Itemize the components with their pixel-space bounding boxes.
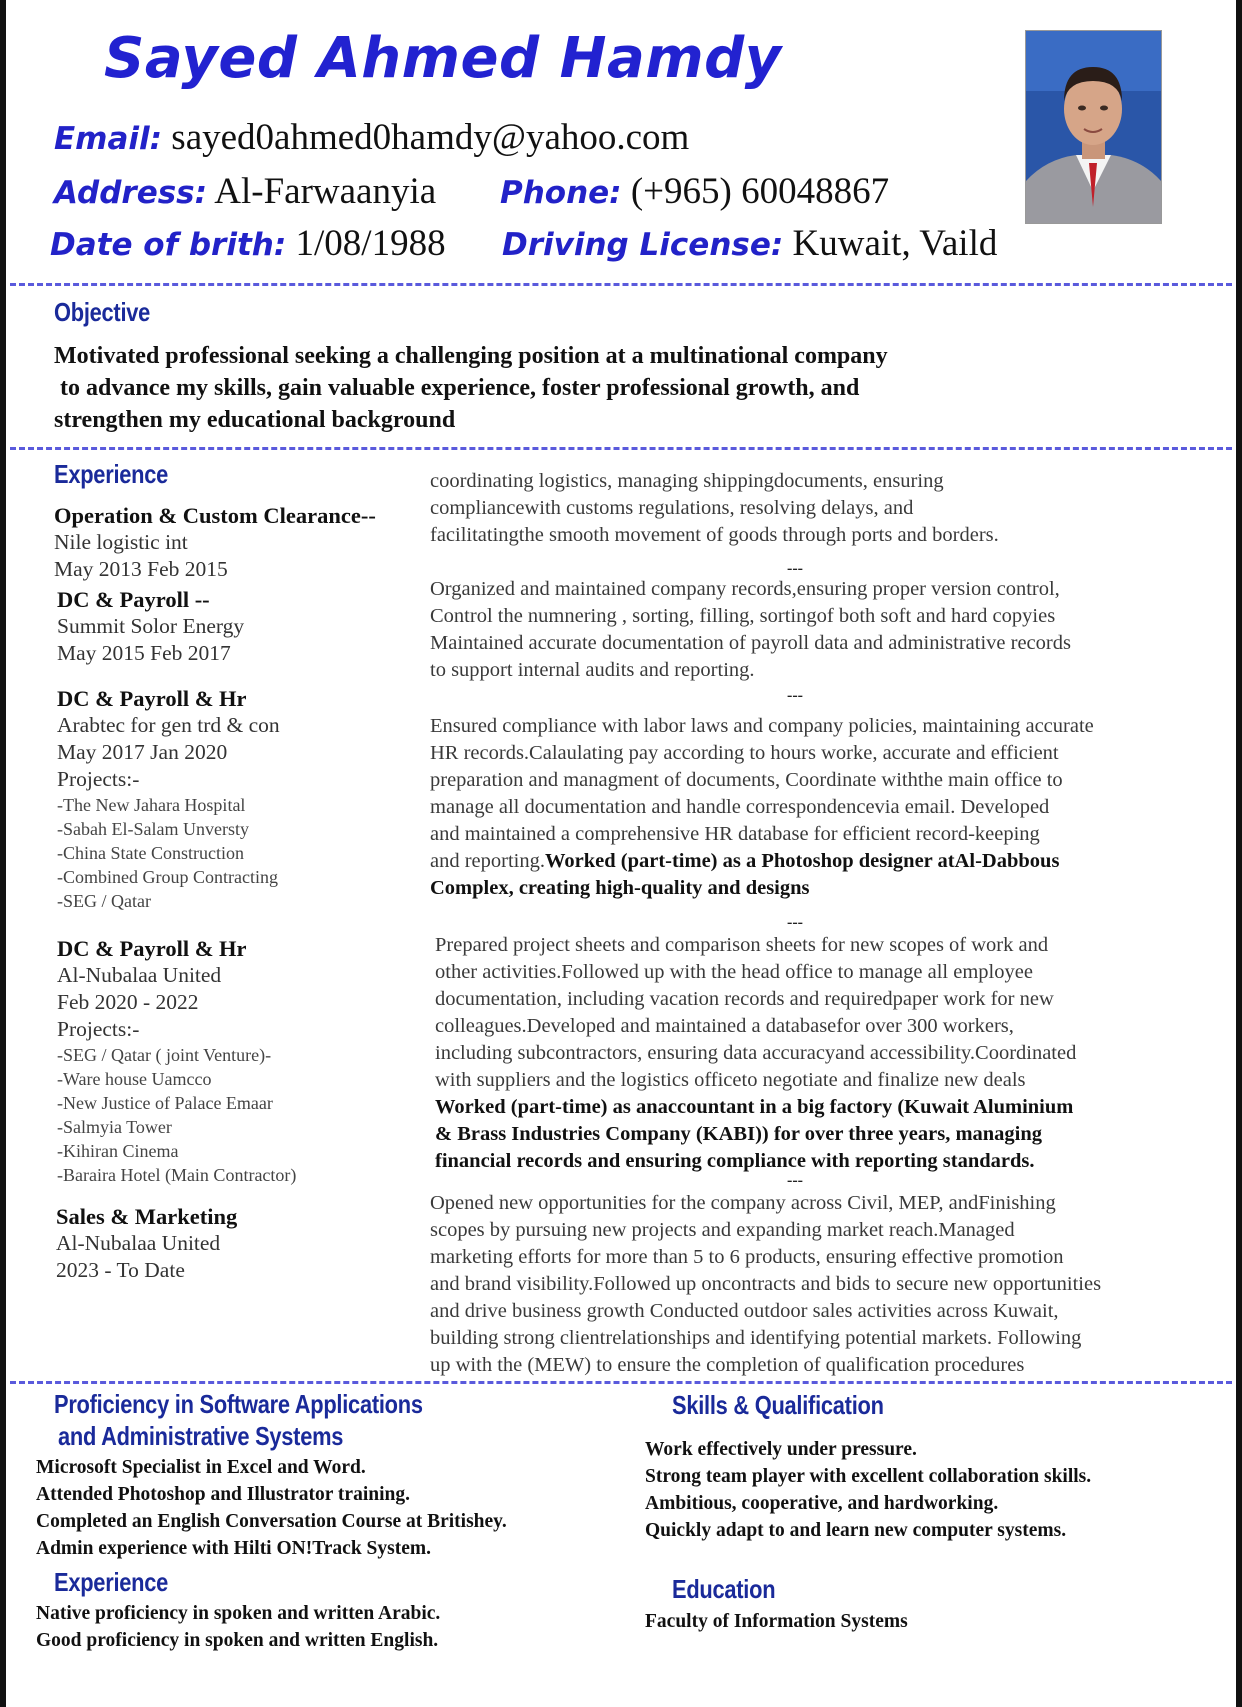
description-bold: financial records and ensuring compliance with reporting standards. xyxy=(435,1150,1035,1172)
description-line xyxy=(435,1148,1215,1175)
separator: --- xyxy=(787,560,803,577)
software-item: Microsoft Specialist in Excel and Word. xyxy=(36,1457,366,1478)
objective-text xyxy=(54,340,1064,436)
experience-heading: Experience xyxy=(54,459,169,489)
separator: --- xyxy=(787,687,803,704)
project-item: -Baraira Hotel (Main Contractor) xyxy=(57,1165,297,1185)
job-dates: May 2017 Jan 2020 xyxy=(57,740,228,764)
email-value: sayed0ahmed0hamdy@yahoo.com xyxy=(171,117,690,158)
software-item: Completed an English Conversation Course at Britishey. xyxy=(36,1511,507,1532)
description-bold: & Brass Industries Company (KABI)) for over three years, managing xyxy=(435,1123,1043,1145)
objective-line: Motivated professional seeking a challenging position at a multinational company xyxy=(54,343,888,369)
description-line: Opened new opportunities for the company across Civil, MEP, andFinishing xyxy=(430,1192,1056,1214)
skill-item: Ambitious, cooperative, and hardworking. xyxy=(645,1493,999,1514)
job-company: Nile logistic int xyxy=(54,530,188,554)
description-line: marketing efforts for more than 5 to 6 products, ensuring effective promotion xyxy=(430,1246,1064,1268)
description-line: building strong clientrelationships and identifying potential markets. Following xyxy=(430,1327,1082,1349)
language-item: Good proficiency in spoken and written English. xyxy=(36,1630,439,1651)
skills-list xyxy=(645,1436,1091,1544)
project-item: -Combined Group Contracting xyxy=(57,867,278,887)
job-description xyxy=(430,713,1210,902)
education-heading: Education xyxy=(672,1574,776,1604)
description-line xyxy=(435,1121,1215,1148)
job-dates: May 2015 Feb 2017 xyxy=(57,641,231,665)
portrait-image xyxy=(1026,31,1161,223)
candidate-name: Sayed Ahmed Hamdy xyxy=(104,26,782,91)
license-row xyxy=(502,222,997,265)
job-description xyxy=(430,1190,1210,1379)
job-title: Sales & Marketing xyxy=(56,1204,238,1229)
job-dates: May 2013 Feb 2015 xyxy=(54,557,228,581)
job-description xyxy=(430,576,1210,684)
left-border xyxy=(0,0,6,1707)
description-line: to support internal audits and reporting. xyxy=(430,659,755,681)
email-label: Email: xyxy=(54,121,163,157)
divider-experience xyxy=(10,1381,1232,1384)
description-line: Maintained accurate documentation of payroll data and administrative records xyxy=(430,632,1071,654)
phone-row xyxy=(500,170,889,213)
divider-header xyxy=(10,283,1232,286)
description-line: documentation, including vacation records and requiredpaper work for new xyxy=(435,988,1054,1010)
job-entry xyxy=(56,1204,426,1284)
skill-item: Work effectively under pressure. xyxy=(645,1439,917,1460)
job-title: DC & Payroll & Hr xyxy=(57,686,247,711)
objective-heading: Objective xyxy=(54,297,151,327)
project-item: -Ware house Uamcco xyxy=(57,1069,212,1089)
divider-objective xyxy=(10,447,1232,450)
software-heading-line2: and Administrative Systems xyxy=(58,1421,344,1451)
description-line: coordinating logistics, managing shippingdocuments, ensuring xyxy=(430,470,944,492)
job-description xyxy=(435,932,1215,1175)
job-company: Arabtec for gen trd & con xyxy=(57,713,280,737)
skills-heading: Skills & Qualification xyxy=(672,1390,884,1420)
job-title: Operation & Custom Clearance-- xyxy=(54,503,376,528)
email-row xyxy=(54,116,689,159)
dob-row xyxy=(50,222,446,265)
description-line: Prepared project sheets and comparison sheets for new scopes of work and xyxy=(435,934,1049,956)
description-line: preparation and managment of documents, Coordinate withthe main office to xyxy=(430,769,1063,791)
job-description xyxy=(430,468,1210,549)
job-dates: Feb 2020 - 2022 xyxy=(57,990,199,1014)
job-title: DC & Payroll & Hr xyxy=(57,936,247,961)
profile-photo xyxy=(1025,30,1162,224)
description-line: and drive business growth Conducted outdoor sales activities across Kuwait, xyxy=(430,1300,1059,1322)
description-line xyxy=(430,875,1210,902)
description-bold: Worked (part-time) as a Photoshop designer atAl-Dabbous xyxy=(545,850,1060,872)
description-line xyxy=(430,848,1210,875)
projects-label: Projects:- xyxy=(57,1017,140,1041)
job-entry xyxy=(57,686,427,913)
software-list xyxy=(36,1454,507,1562)
job-title: DC & Payroll -- xyxy=(57,587,210,612)
phone-label: Phone: xyxy=(500,175,622,211)
software-item: Attended Photoshop and Illustrator training. xyxy=(36,1484,410,1505)
separator: --- xyxy=(787,1172,803,1189)
description-line: Organized and maintained company records,ensuring proper version control, xyxy=(430,578,1060,600)
project-item: -China State Construction xyxy=(57,843,244,863)
skill-item: Quickly adapt to and learn new computer systems. xyxy=(645,1520,1067,1541)
description-line xyxy=(435,1094,1215,1121)
job-company: Al-Nubalaa United xyxy=(56,1231,221,1255)
description-line: HR records.Calaulating pay according to hours worke, accurate and efficient xyxy=(430,742,1059,764)
description-line: scopes by pursuing new projects and expanding market reach.Managed xyxy=(430,1219,1015,1241)
description-line: other activities.Followed up with the head office to manage all employee xyxy=(435,961,1033,983)
project-item: -The New Jahara Hospital xyxy=(57,795,246,815)
job-dates: 2023 - To Date xyxy=(56,1258,185,1282)
address-row xyxy=(54,170,436,213)
job-entry xyxy=(57,936,427,1187)
license-label: Driving License: xyxy=(502,227,784,263)
objective-line: strengthen my educational background xyxy=(54,407,456,433)
job-company: Summit Solor Energy xyxy=(57,614,245,638)
project-item: -Salmyia Tower xyxy=(57,1117,172,1137)
objective-line: to advance my skills, gain valuable experience, foster professional growth, and xyxy=(54,375,860,401)
project-item: -Sabah El-Salam Unversty xyxy=(57,819,249,839)
skill-item: Strong team player with excellent collaboration skills. xyxy=(645,1466,1092,1487)
description-line: including subcontractors, ensuring data accuracyand accessibility.Coordinated xyxy=(435,1042,1077,1064)
description-line: Ensured compliance with labor laws and company policies, maintaining accurate xyxy=(430,715,1094,737)
dob-label: Date of brith: xyxy=(50,227,287,263)
address-label: Address: xyxy=(54,175,208,211)
dob-value: 1/08/1988 xyxy=(295,223,446,264)
language-heading: Experience xyxy=(54,1567,169,1597)
description-line: up with the (MEW) to ensure the completion of qualification procedures xyxy=(430,1354,1025,1376)
education-list xyxy=(645,1608,908,1635)
description-line: with suppliers and the logistics officeto negotiate and finalize new deals xyxy=(435,1069,1026,1091)
description-line: facilitatingthe smooth movement of goods through ports and borders. xyxy=(430,524,999,546)
description-text: and reporting. xyxy=(430,850,545,872)
job-entry xyxy=(57,587,427,667)
description-line: compliancewith customs regulations, resolving delays, and xyxy=(430,497,914,519)
phone-value: (+965) 60048867 xyxy=(630,171,890,212)
description-line: colleagues.Developed and maintained a databasefor over 300 workers, xyxy=(435,1015,1014,1037)
job-company: Al-Nubalaa United xyxy=(57,963,222,987)
address-value: Al-Farwaanyia xyxy=(214,171,437,212)
projects-label: Projects:- xyxy=(57,767,140,791)
education-item: Faculty of Information Systems xyxy=(645,1611,908,1632)
description-line: manage all documentation and handle correspondencevia email. Developed xyxy=(430,796,1050,818)
software-heading: Proficiency in Software Applications xyxy=(54,1389,423,1419)
language-list xyxy=(36,1600,440,1654)
description-bold: Worked (part-time) as anaccountant in a big factory (Kuwait Aluminium xyxy=(435,1096,1074,1118)
project-item: -Kihiran Cinema xyxy=(57,1141,179,1161)
language-item: Native proficiency in spoken and written Arabic. xyxy=(36,1603,441,1624)
software-item: Admin experience with Hilti ON!Track System. xyxy=(36,1538,432,1559)
project-item: -SEG / Qatar xyxy=(57,891,151,911)
description-bold: Complex, creating high-quality and designs xyxy=(430,877,810,899)
project-item: -SEG / Qatar ( joint Venture)- xyxy=(57,1045,272,1065)
job-entry xyxy=(54,503,424,583)
description-line: and maintained a comprehensive HR database for efficient record-keeping xyxy=(430,823,1040,845)
separator: --- xyxy=(787,914,803,931)
license-value: Kuwait, Vaild xyxy=(792,223,998,264)
description-line: Control the numnering , sorting, filling, sortingof both soft and hard copyies xyxy=(430,605,1056,627)
right-border xyxy=(1236,0,1242,1707)
project-item: -New Justice of Palace Emaar xyxy=(57,1093,273,1113)
description-line: and brand visibility.Followed up oncontracts and bids to secure new opportunities xyxy=(430,1273,1102,1295)
